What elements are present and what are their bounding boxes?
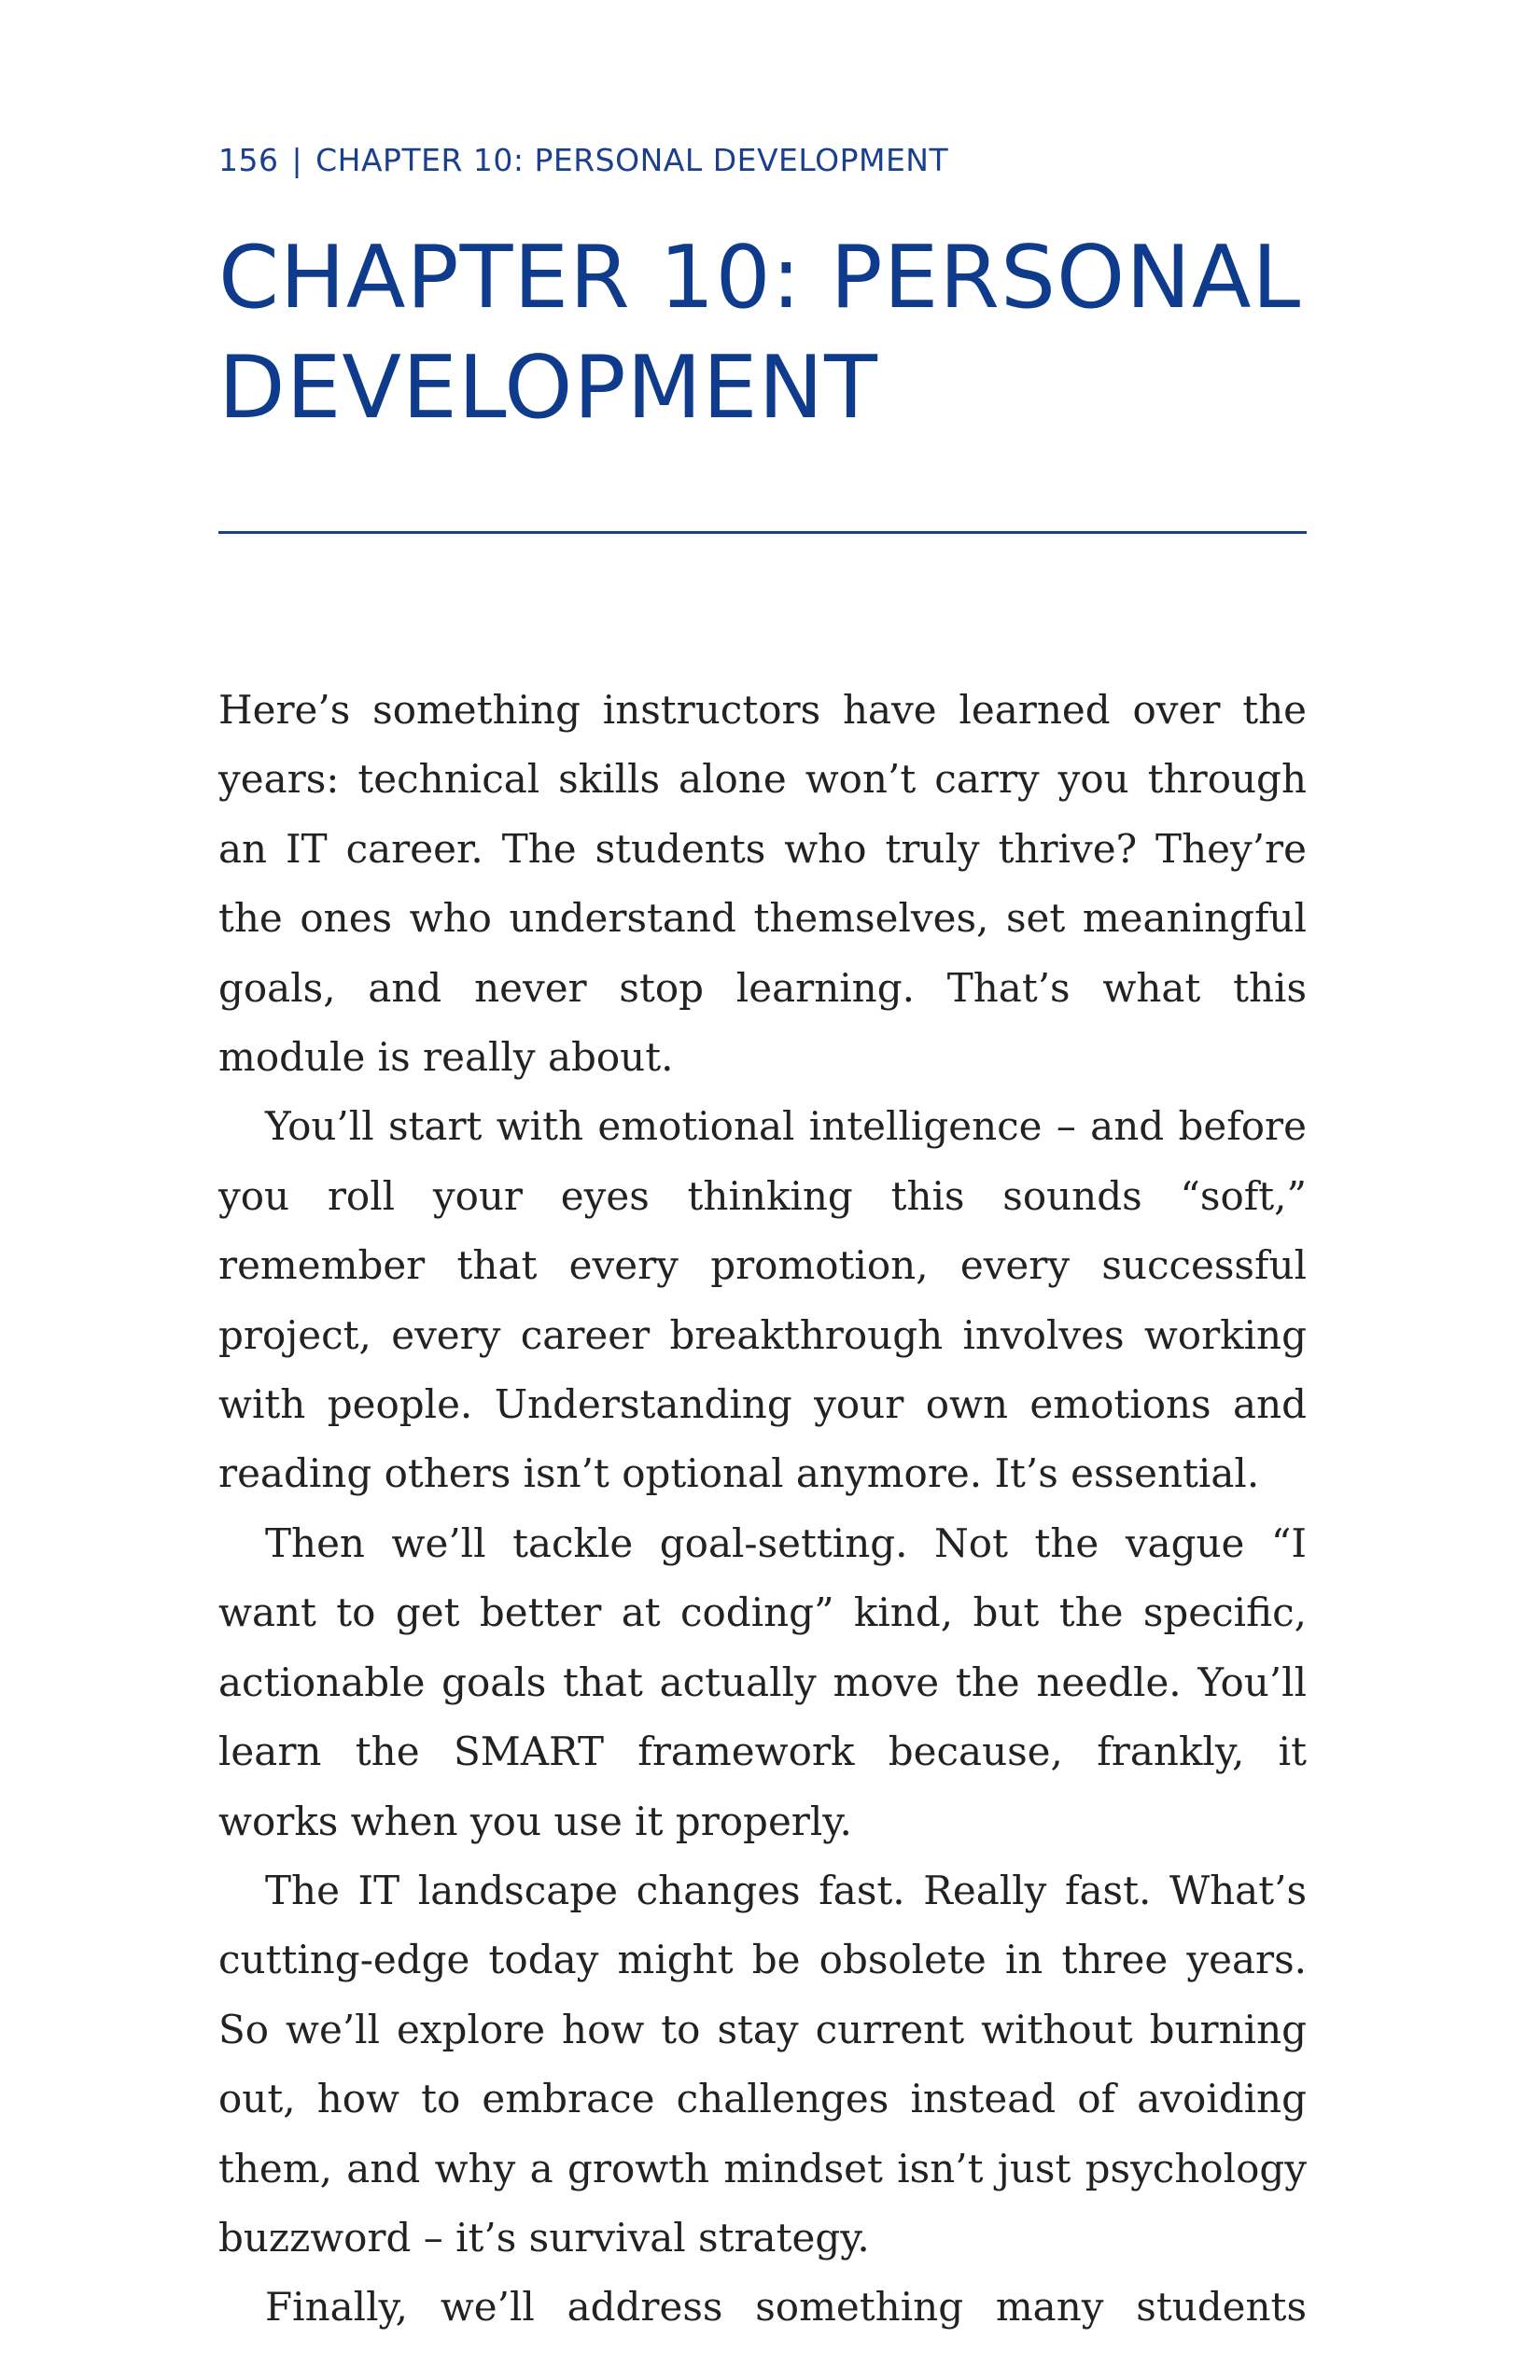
paragraph-3: Then we’ll tackle goal-setting. Not the vague “I want to get better at coding” kind, but the specific, actionable goals that actually move the needle. You’ll learn the SMART framework because, frankly, it works when you use it properly.: [218, 1519, 1307, 1844]
chapter-body: [218, 676, 1307, 2343]
running-header: [218, 142, 948, 178]
paragraph-2: You’ll start with emotional intelligence – and before you roll your eyes thinking this sounds “soft,” remember that every promotion, every successful project, every career breakthrough involves working with people. Understanding your own emotions and reading others isn’t optional anymore. It’s essential.: [218, 1103, 1307, 1497]
paragraph-5: Finally, we’ll address something many students: [265, 2284, 1307, 2331]
chapter-title: [218, 222, 1338, 442]
title-divider: [218, 531, 1307, 534]
running-title: CHAPTER 10: PERSONAL DEVELOPMENT: [315, 142, 949, 178]
header-separator: |: [291, 142, 303, 178]
paragraph-1: Here’s something instructors have learned over the years: technical skills alone won’t carry you through an IT career. The students who truly thrive? They’re the ones who understand themselves, set meaningful goals, and never stop learning. That’s what this module is really about.: [218, 687, 1307, 1081]
paragraph-4: The IT landscape changes fast. Really fast. What’s cutting-edge today might be obsolete in three years. So we’ll explore how to stay current without burning out, how to embrace challenges instead of avoiding them, and why a growth mindset isn’t just psychology buzzword – it’s survival strategy.: [218, 1867, 1307, 2261]
chapter-title-line-1: CHAPTER 10: PERSONAL: [218, 227, 1302, 328]
page-number: 156: [218, 142, 279, 178]
chapter-title-line-2: DEVELOPMENT: [218, 337, 878, 438]
